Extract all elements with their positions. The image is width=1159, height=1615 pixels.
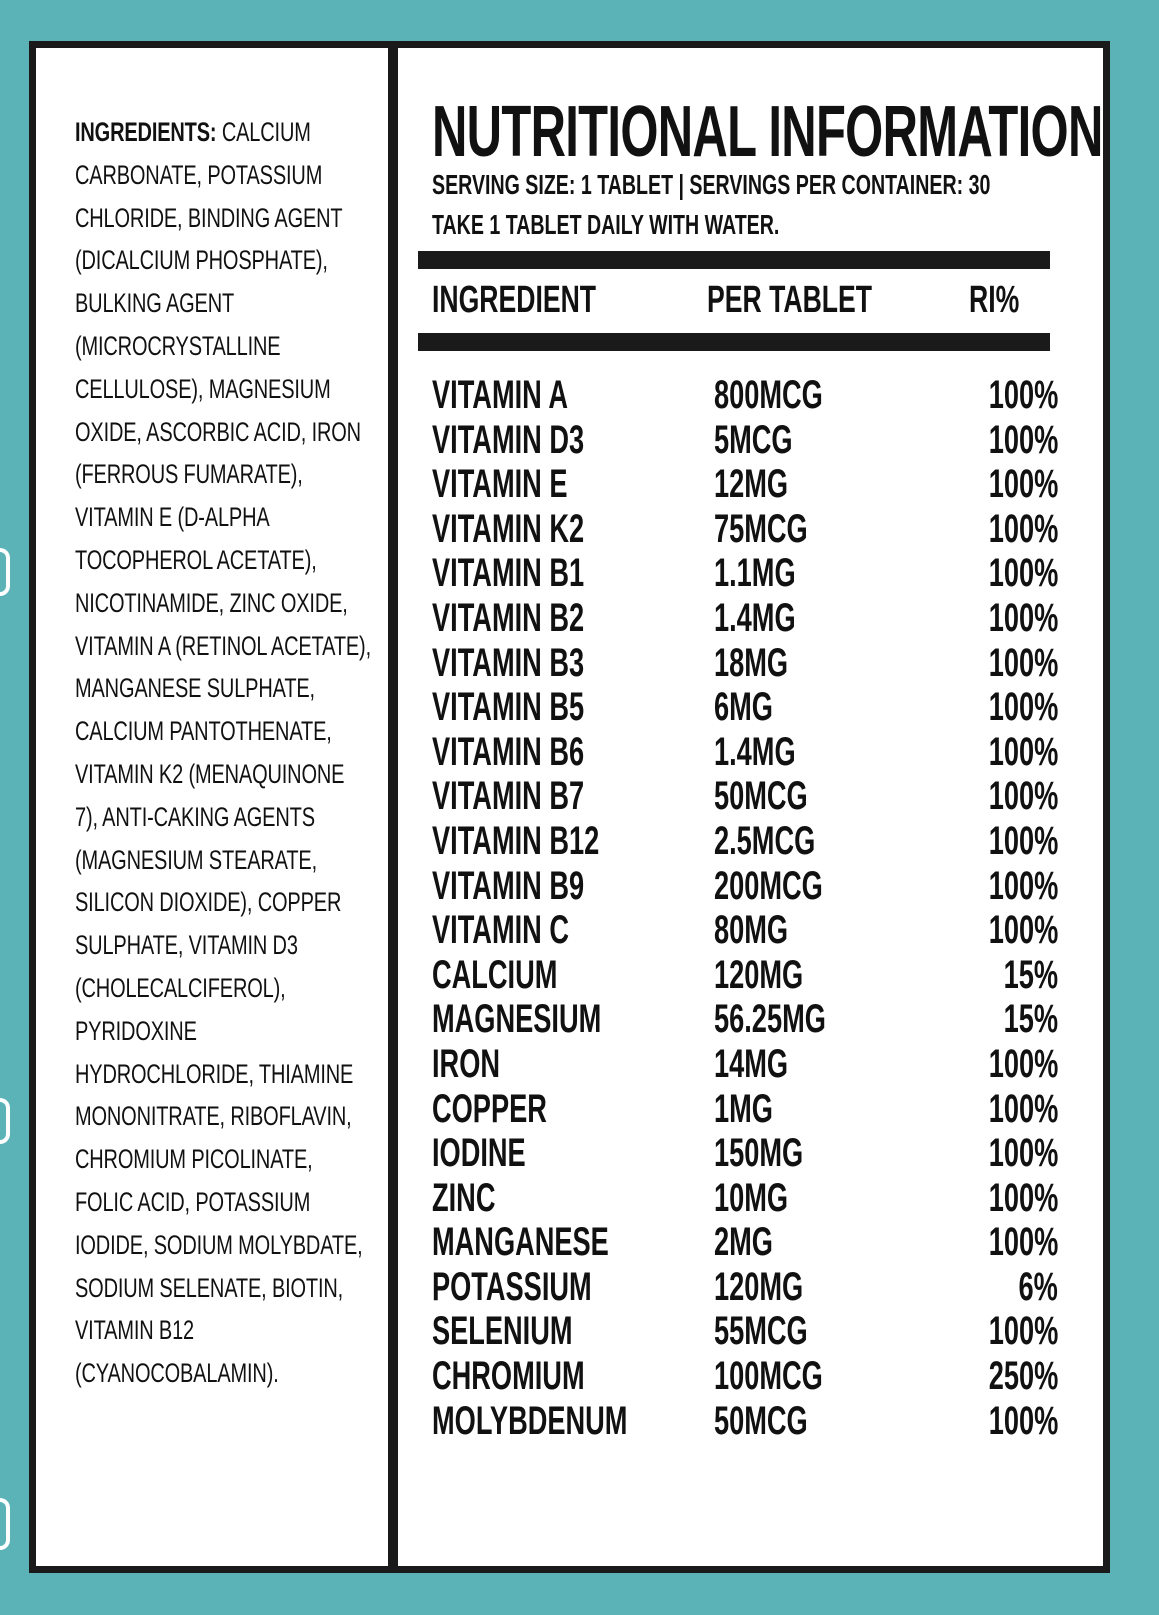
nutrient-ri: 100% — [988, 506, 1058, 551]
nutrient-amount: 2.5MCG — [714, 818, 816, 863]
nutrient-name: CALCIUM — [432, 952, 558, 997]
nutrient-row — [411, 1354, 1110, 1399]
nutrient-row — [411, 997, 1110, 1042]
nutrient-row — [411, 462, 1110, 507]
nutrient-ri: 100% — [988, 462, 1058, 507]
nutrient-amount: 1.1MG — [714, 551, 796, 596]
nutrient-row — [411, 1265, 1110, 1310]
nutrient-name: VITAMIN B2 — [432, 595, 585, 640]
nutrient-ri: 15% — [1003, 952, 1058, 997]
header-rule-bottom — [418, 333, 1050, 351]
header-ri: RI% — [969, 279, 1020, 321]
nutrient-name: VITAMIN B5 — [432, 685, 585, 730]
nutrient-amount: 50MCG — [714, 774, 808, 819]
nutrient-row — [411, 730, 1110, 775]
nutrient-name: IODINE — [432, 1131, 526, 1176]
nutrient-ri: 100% — [988, 1220, 1058, 1265]
nutrient-row — [411, 1131, 1110, 1176]
nutrient-amount: 120MG — [714, 1264, 804, 1309]
nutrient-name: VITAMIN B6 — [432, 729, 585, 774]
nutrient-ri: 100% — [988, 1175, 1058, 1220]
header-rule-top — [418, 251, 1050, 269]
nutrient-ri: 100% — [988, 551, 1058, 596]
nutrient-ri: 100% — [988, 818, 1058, 863]
nutrient-amount: 200MCG — [714, 863, 823, 908]
serving-info: SERVING SIZE: 1 TABLET | SERVINGS PER CONTAINER: 30 — [432, 169, 991, 200]
nutrient-ri: 250% — [988, 1354, 1058, 1399]
header-ingredient: INGREDIENT — [432, 279, 597, 321]
nutrient-row — [411, 418, 1110, 463]
nutrient-amount: 100MCG — [714, 1354, 823, 1399]
nutrient-row — [411, 641, 1110, 686]
nutrient-ri: 100% — [988, 729, 1058, 774]
nutrient-name: IRON — [432, 1041, 500, 1086]
nutrient-amount: 18MG — [714, 640, 789, 685]
nutrient-amount: 1.4MG — [714, 729, 796, 774]
nutrient-amount: 800MCG — [714, 373, 823, 417]
nutrient-name: MAGNESIUM — [432, 997, 602, 1042]
directions: TAKE 1 TABLET DAILY WITH WATER. — [432, 209, 780, 240]
nutrition-panel — [411, 48, 1110, 1566]
ingredients-text: CALCIUM CARBONATE, POTASSIUM CHLORIDE, BINDING AGENT (DICALCIUM PHOSPHATE), BULKING AGENT (MICROCRYSTALLINE CELLULOSE), MAGNESIUM OXIDE, ASCORBIC ACID, IRON (FERROUS FUMARATE), VITAMIN E (D-ALPHA TOCOPHEROL ACETATE), NICOTINAMIDE, ZINC OXIDE, VITAMIN A (RETINOL ACETATE), MANGANESE SULPHATE, CALCIUM PANTOTHENATE, VITAMIN K2 (MENAQUINONE 7), ANTI-CAKING AGENTS (MAGNESIUM STEARATE, SILICON DIOXIDE), COPPER SULPHATE, VITAMIN D3 (CHOLECALCIFEROL), PYRIDOXINE HYDROCHLORIDE, THIAMINE MONONITRATE, RIBOFLAVIN, CHROMIUM PICOLINATE, FOLIC ACID, POTASSIUM IODIDE, SODIUM MOLYBDATE, SODIUM SELENATE, BIOTIN, VITAMIN B12 (CYANOCOBALAMIN). — [75, 117, 371, 1389]
nutrient-amount: 1MG — [714, 1086, 773, 1131]
nutrient-amount: 10MG — [714, 1175, 789, 1220]
nutrient-row — [411, 908, 1110, 953]
nutrient-name: POTASSIUM — [432, 1264, 592, 1309]
nutrient-ri: 100% — [988, 774, 1058, 819]
nutrient-name: CHROMIUM — [432, 1354, 585, 1399]
nutrient-name: MOLYBDENUM — [432, 1398, 628, 1443]
column-divider — [388, 48, 398, 1566]
nutrient-row — [411, 1087, 1110, 1132]
nutrient-amount: 12MG — [714, 462, 789, 507]
nutrient-name: VITAMIN B7 — [432, 774, 585, 819]
nutrient-ri: 100% — [988, 1086, 1058, 1131]
nutrient-amount: 150MG — [714, 1131, 804, 1176]
nutrient-row — [411, 507, 1110, 552]
nutrient-row — [411, 373, 1110, 418]
supplement-label — [29, 41, 1110, 1573]
edge-fragment-top — [0, 548, 10, 596]
nutrient-row — [411, 551, 1110, 596]
nutrient-row — [411, 864, 1110, 909]
nutrient-row — [411, 1399, 1110, 1444]
nutrient-name: VITAMIN B1 — [432, 551, 585, 596]
nutrient-ri: 100% — [988, 417, 1058, 462]
nutrient-name: COPPER — [432, 1086, 547, 1131]
nutrient-ri: 100% — [988, 1131, 1058, 1176]
nutrient-amount: 5MCG — [714, 417, 793, 462]
nutrient-name: VITAMIN B3 — [432, 640, 585, 685]
nutrient-row — [411, 1176, 1110, 1221]
nutrient-amount: 80MG — [714, 908, 789, 953]
nutrient-row — [411, 596, 1110, 641]
nutrient-row — [411, 819, 1110, 864]
ingredients-heading: INGREDIENTS: — [75, 117, 217, 147]
nutrient-amount: 55MCG — [714, 1309, 808, 1354]
nutrient-row — [411, 774, 1110, 819]
nutrient-amount: 14MG — [714, 1041, 789, 1086]
nutrient-amount: 56.25MG — [714, 997, 826, 1042]
nutrient-name: VITAMIN B12 — [432, 818, 600, 863]
nutrient-name: MANGANESE — [432, 1220, 609, 1265]
nutrient-ri: 100% — [988, 908, 1058, 953]
edge-fragment-middle — [0, 1098, 10, 1144]
nutrient-ri: 6% — [1018, 1264, 1058, 1309]
nutrient-name: VITAMIN E — [432, 462, 568, 507]
nutrient-amount: 2MG — [714, 1220, 773, 1265]
nutrient-ri: 100% — [988, 1041, 1058, 1086]
nutrient-ri: 100% — [988, 373, 1058, 417]
nutrient-name: VITAMIN D3 — [432, 417, 585, 462]
nutrient-row — [411, 953, 1110, 998]
nutrient-amount: 1.4MG — [714, 595, 796, 640]
nutrient-row — [411, 1220, 1110, 1265]
nutrient-row — [411, 685, 1110, 730]
nutrient-name: VITAMIN C — [432, 908, 569, 953]
nutrient-amount: 75MCG — [714, 506, 808, 551]
nutrient-amount: 50MCG — [714, 1398, 808, 1443]
nutrient-ri: 100% — [988, 863, 1058, 908]
ingredients-list — [75, 111, 371, 1395]
nutrient-name: SELENIUM — [432, 1309, 573, 1354]
nutrient-name: VITAMIN A — [432, 373, 568, 417]
header-per-tablet: PER TABLET — [707, 279, 873, 321]
nutrient-ri: 100% — [988, 1309, 1058, 1354]
nutrient-amount: 6MG — [714, 685, 773, 730]
nutrient-amount: 120MG — [714, 952, 804, 997]
nutrient-ri: 100% — [988, 640, 1058, 685]
edge-fragment-bottom — [0, 1498, 10, 1550]
nutrient-row — [411, 1042, 1110, 1087]
nutrient-ri: 100% — [988, 1398, 1058, 1443]
nutrient-name: VITAMIN B9 — [432, 863, 585, 908]
nutrient-name: ZINC — [432, 1175, 496, 1220]
nutrient-table — [411, 373, 1110, 1443]
nutrient-name: VITAMIN K2 — [432, 506, 585, 551]
nutrient-row — [411, 1309, 1110, 1354]
panel-title: NUTRITIONAL INFORMATION — [432, 92, 1103, 172]
nutrient-ri: 15% — [1003, 997, 1058, 1042]
nutrient-ri: 100% — [988, 595, 1058, 640]
nutrient-ri: 100% — [988, 685, 1058, 730]
